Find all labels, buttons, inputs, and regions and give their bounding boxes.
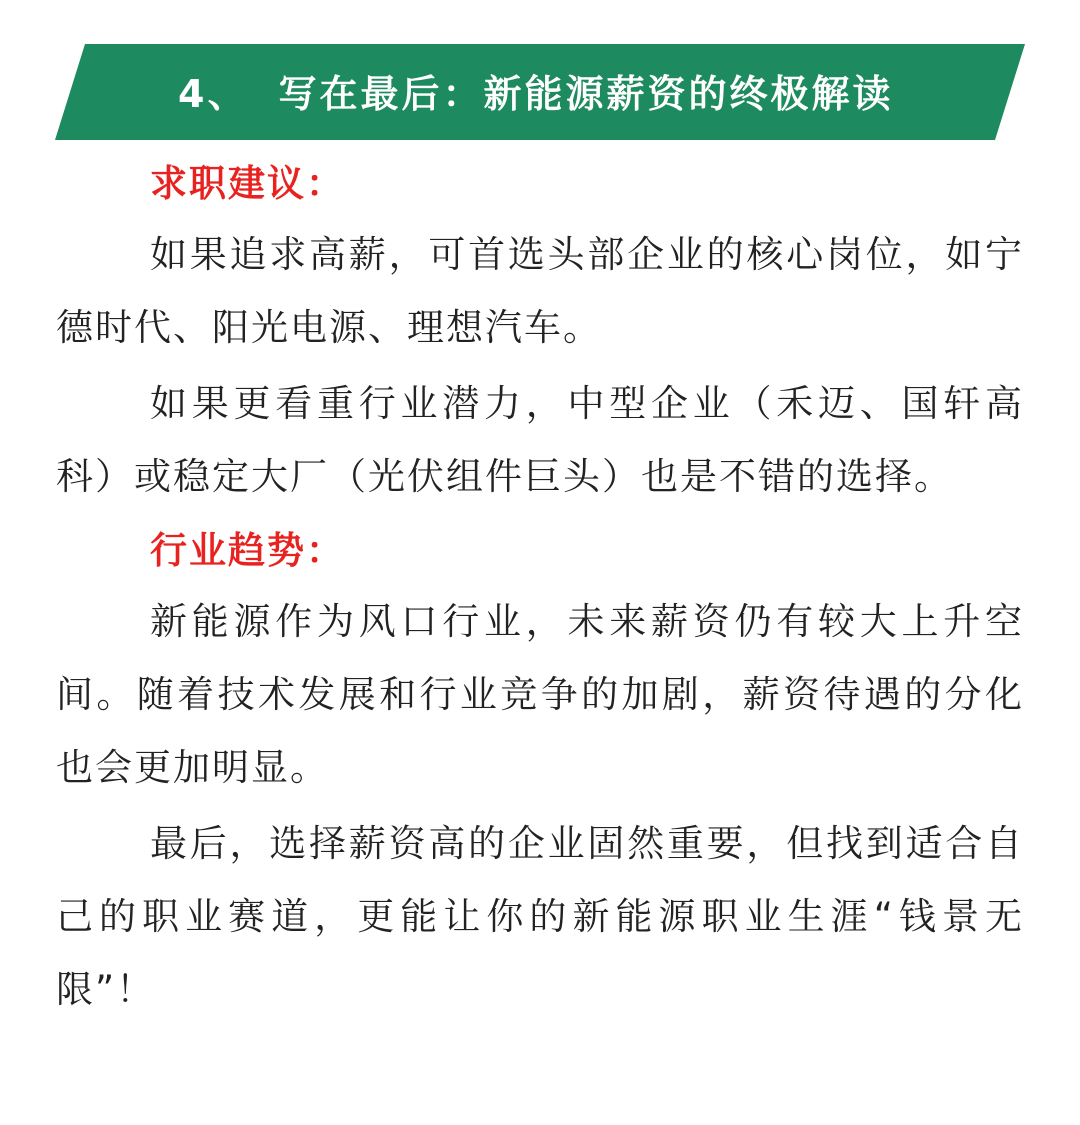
heading-job-advice: 求职建议：	[150, 162, 345, 205]
paragraph: 最后，选择薪资高的企业固然重要，但找到适合自己的职业赛道，更能让你的新能源职业生涯“钱景无限”！	[56, 822, 1024, 1011]
banner-title	[178, 68, 893, 120]
paragraph: 如果追求高薪，可首选头部企业的核心岗位，如宁德时代、阳光电源、理想汽车。	[56, 233, 1024, 349]
paragraph: 新能源作为风口行业，未来薪资仍有较大上升空间。随着技术发展和行业竞争的加剧，薪资待遇的分化也会更加明显。	[56, 600, 1024, 789]
paragraph: 如果更看重行业潜力，中型企业（禾迈、国轩高科）或稳定大厂（光伏组件巨头）也是不错的选择。	[56, 382, 1024, 498]
banner-title-text: 写在最后：新能源薪资的终极解读	[278, 72, 894, 116]
article-body	[56, 150, 1024, 1029]
heading-industry-trend: 行业趋势：	[150, 529, 345, 572]
banner-number: 4、	[178, 72, 249, 116]
